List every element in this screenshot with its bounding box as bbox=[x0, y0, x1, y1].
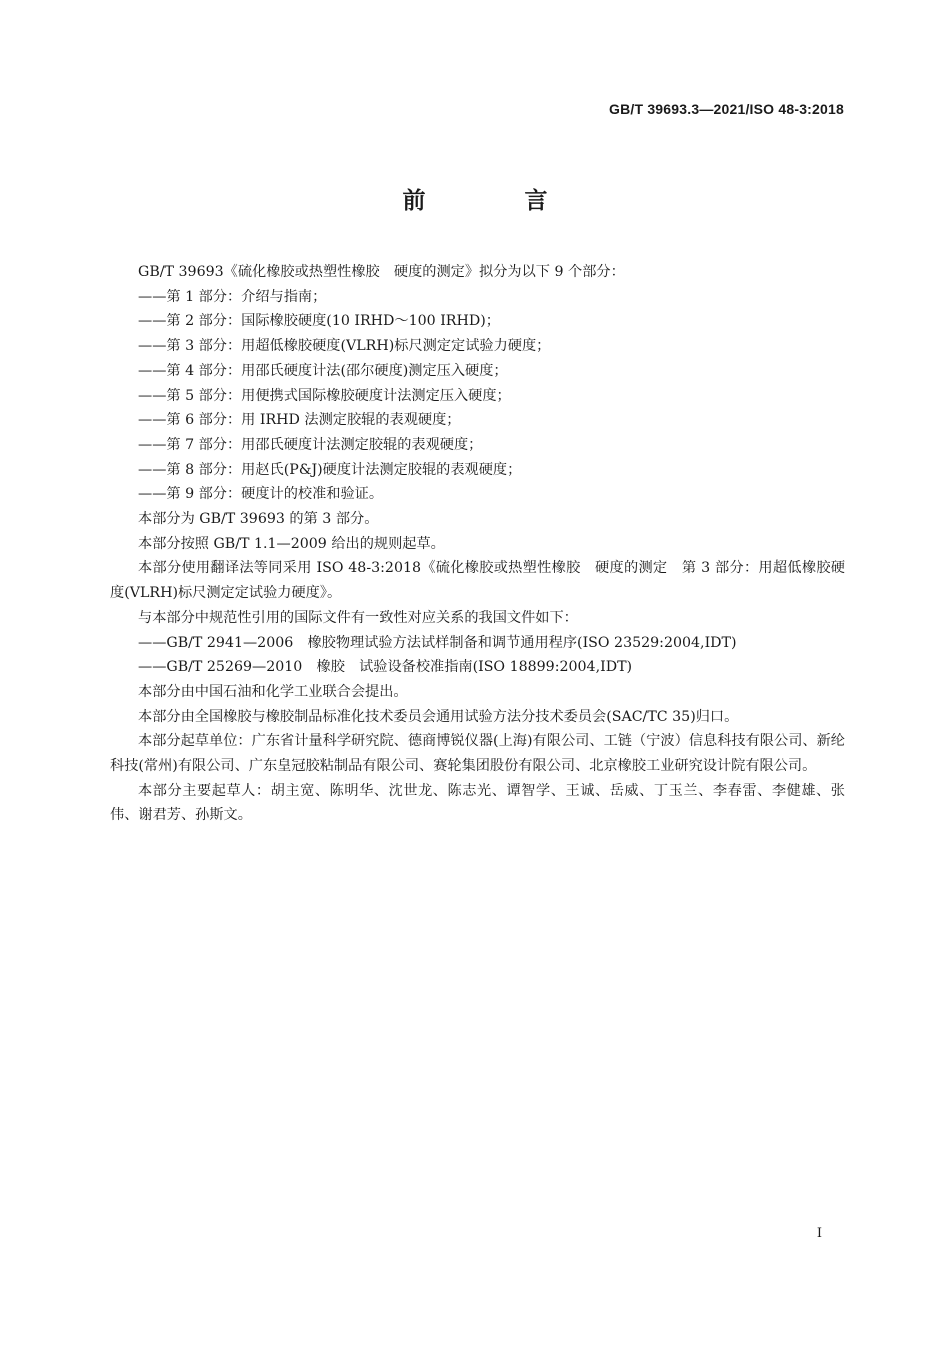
centralized-paragraph: 本部分由全国橡胶与橡胶制品标准化技术委员会通用试验方法分技术委员会(SAC/TC 35)归口。 bbox=[138, 708, 739, 725]
rules-paragraph: 本部分按照 GB/T 1.1—2009 给出的规则起草。 bbox=[138, 535, 445, 552]
translation-paragraph: 本部分使用翻译法等同采用 ISO 48-3:2018《硫化橡胶或热塑性橡胶 硬度的测定 第 3 部分：用超低橡胶硬度(VLRH)标尺测定定试验力硬度》。 bbox=[110, 560, 845, 602]
reference-item: ——GB/T 25269—2010 橡胶 试验设备校准指南(ISO 18899:2004,IDT) bbox=[138, 659, 633, 676]
intro-paragraph: GB/T 39693《硫化橡胶或热塑性橡胶 硬度的测定》拟分为以下 9 个部分： bbox=[138, 264, 625, 280]
page-number: I bbox=[816, 1226, 822, 1241]
list-item: ——第 3 部分：用超低橡胶硬度(VLRH)标尺测定定试验力硬度； bbox=[138, 338, 551, 355]
list-item: ——第 2 部分：国际橡胶硬度(10 IRHD～100 IRHD)； bbox=[138, 313, 500, 330]
part-of-paragraph: 本部分为 GB/T 39693 的第 3 部分。 bbox=[138, 511, 379, 528]
proposed-paragraph: 本部分由中国石油和化学工业联合会提出。 bbox=[138, 683, 408, 700]
drafters-paragraph: 本部分主要起草人：胡主宽、陈明华、沈世龙、陈志光、谭智学、王诚、岳威、丁玉兰、李春雷、李健雄、张伟、谢君芳、孙斯文。 bbox=[110, 782, 845, 824]
list-item: ——第 7 部分：用邵氏硬度计法测定胶辊的表观硬度； bbox=[138, 436, 483, 453]
list-item: ——第 8 部分：用赵氏(P&J)硬度计法测定胶辊的表观硬度； bbox=[138, 461, 522, 478]
list-item: ——第 1 部分：介绍与指南； bbox=[138, 288, 327, 305]
page-title: 前 言 bbox=[402, 188, 586, 214]
drafting-units-paragraph: 本部分起草单位：广东省计量科学研究院、德商博锐仪器(上海)有限公司、工链（宁波）信息科技有限公司、新纶科技(常州)有限公司、广东皇冠胶粘制品有限公司、赛轮集团股份有限公司、北京橡胶工业研究设计院有限公司。 bbox=[110, 733, 845, 775]
correspondence-paragraph: 与本部分中规范性引用的国际文件有一致性对应关系的我国文件如下： bbox=[138, 609, 578, 626]
list-item: ——第 4 部分：用邵氏硬度计法(邵尔硬度)测定压入硬度； bbox=[138, 362, 508, 379]
list-item: ——第 9 部分：硬度计的校准和验证。 bbox=[138, 486, 384, 503]
reference-item: ——GB/T 2941—2006 橡胶物理试验方法试样制备和调节通用程序(ISO 23529:2004,IDT) bbox=[138, 634, 737, 651]
foreword-body bbox=[110, 260, 845, 828]
list-item: ——第 5 部分：用便携式国际橡胶硬度计法测定压入硬度； bbox=[138, 387, 511, 404]
list-item: ——第 6 部分：用 IRHD 法测定胶辊的表观硬度； bbox=[138, 412, 461, 429]
standard-code: GB/T 39693.3—2021/ISO 48-3:2018 bbox=[608, 101, 844, 117]
